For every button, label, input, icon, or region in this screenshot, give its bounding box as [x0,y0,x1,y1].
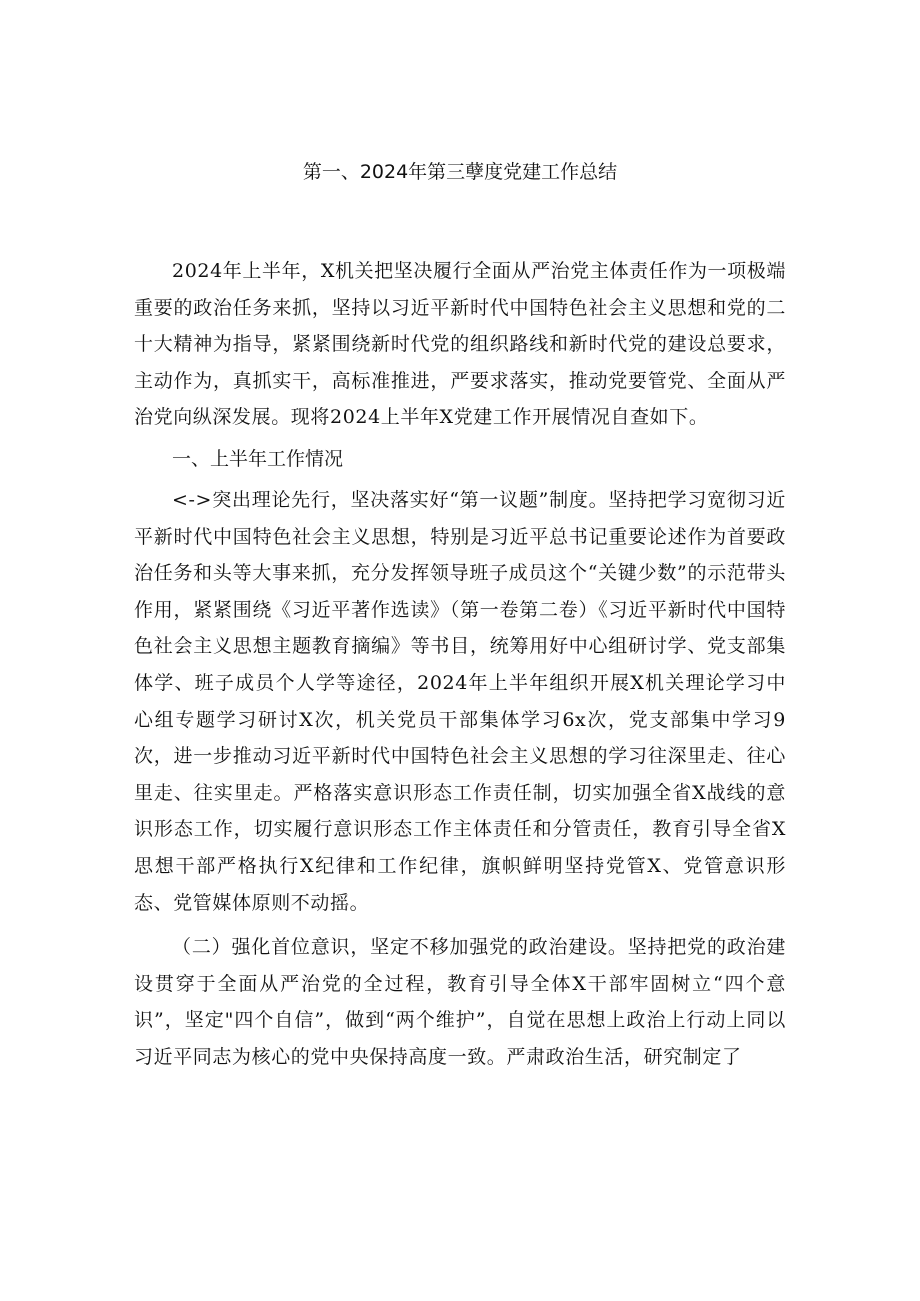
paragraph-1: <->突出理论先行，坚决落实好“第一议题”制度。坚持把学习宽彻习近平新时代中国特色社会主义思想，特别是习近平总书记重要论述作为首要政治任务和头等大事来抓，充分发挥领导班子成员这个“关键少数”的示范带头作用，紧紧围绕《习近平著作选读》（第一卷第二卷）《习近平新时代中国特色社会主义思想主题教育摘编》等书目，统筹用好中心组研讨学、党支部集体学、班子成员个人学等途径，2024年上半年组织开展X机关理论学习中心组专题学习研讨X次，机关党员干部集体学习6x次，党支部集中学习9次，进一步推动习近平新时代中国特色社会主义思想的学习往深里走、往心里走、往实里走。严格落实意识形态工作责任制，切实加强全省X战线的意识形态工作，切实履行意识形态工作主体责任和分管责任，教育引导全省X思想干部严格执行X纪律和工作纪律，旗帜鲜明坚持党管X、党管意识形态、党管媒体原则不动摇。 [134,488,786,914]
document-body [134,253,786,1075]
intro-paragraph: 2024年上半年，X机关把坚决履行全面从严治党主体责任作为一项极端重要的政治任务来抓，坚持以习近平新时代中国特色社会主义思想和党的二十大精神为指导，紧紧围绕新时代党的组织路线和新时代党的建设总要求，主动作为，真抓实干，高标准推进，严要求落实，推动党要管党、全面从严治党向纵深发展。现将2024上半年X党建工作开展情况自查如下。 [134,260,786,429]
section-heading: 一、上半年工作情况 [172,447,344,470]
paragraph-2: （二）强化首位意识，坚定不移加强党的政治建设。坚持把党的政治建设贯穿于全面从严治党的全过程，教育引导全体X干部牢固树立“四个意识”，坚定"四个自信”，做到“两个维护”，自觉在思想上政治上行动上同以习近平同志为核心的党中央保持高度一致。严肃政治生活，研究制定了 [134,936,786,1068]
document-title: 第一、2024年第三孽度党建工作总结 [302,161,618,183]
paragraph-gap [134,921,786,929]
